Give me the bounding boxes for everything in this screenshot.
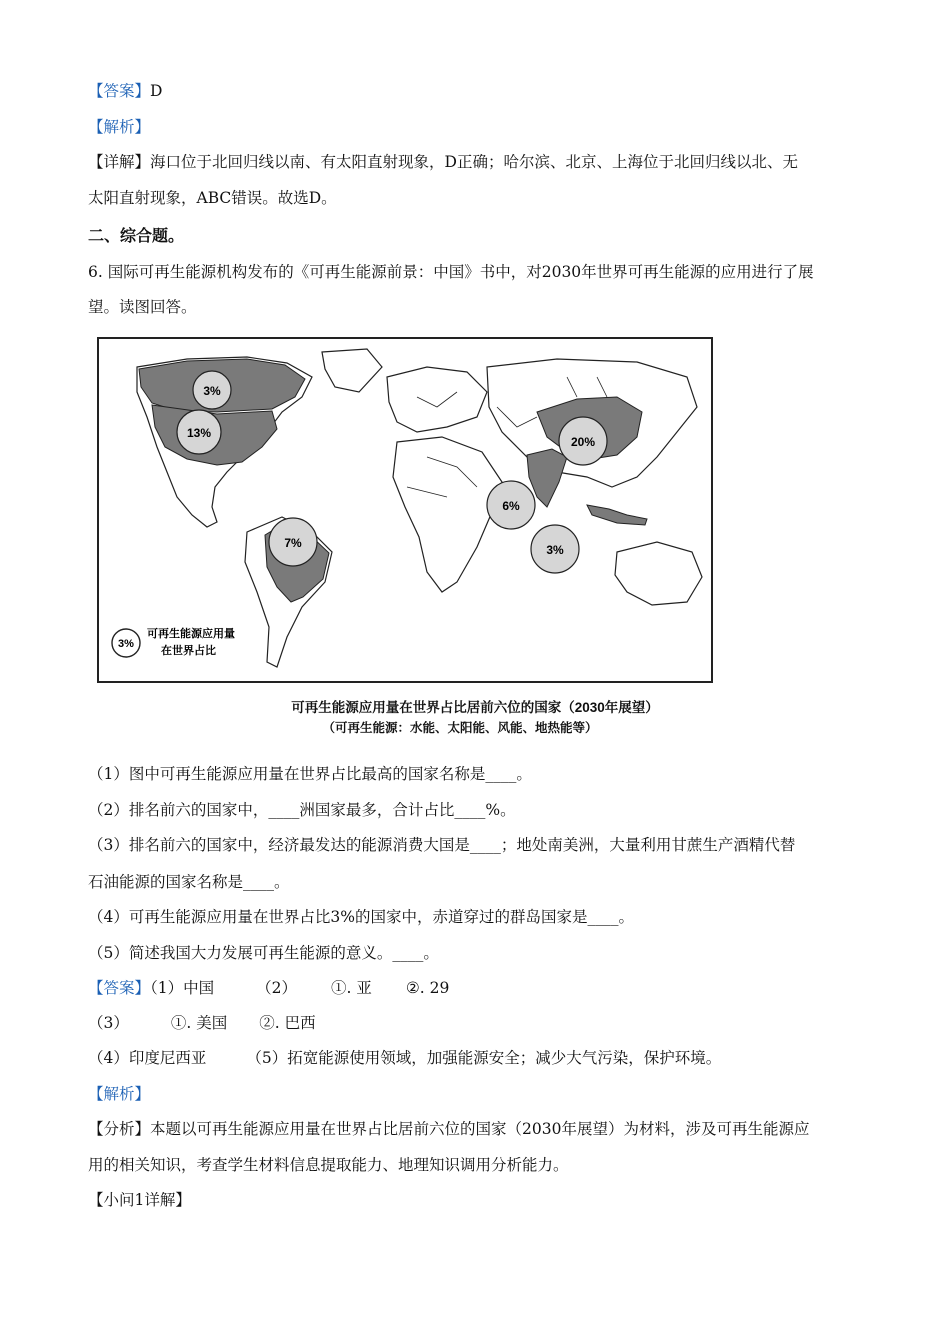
analysis-line-1 [88,1118,809,1140]
section-title: 二、综合题。 [88,226,185,245]
analysis-tag: 【解析】 [88,118,151,136]
sub-question-3-cont: 石油能源的国家名称是____。 [88,873,290,891]
bubble-india-label: 6% [502,499,520,513]
sub-question-3: （3）排名前六的国家中，经济最发达的能源消费大国是____；地处南美洲，大量利用甘蔗生产酒精代替 [88,836,796,854]
answer-line-3 [88,1047,721,1069]
answer-tag: 【答案】 [88,979,151,997]
sub-question-1: （1）图中可再生能源应用量在世界占比最高的国家名称是____。 [88,765,532,783]
bubble-usa [177,410,221,454]
answer-2-label: （2） [256,979,298,997]
detail-text: 海口位于北回归线以南、有太阳直射现象，D正确；哈尔滨、北京、上海位于北回归线以北、无 [150,153,798,171]
bubble-india [487,481,535,529]
bubble-china-label: 20% [570,435,596,449]
bubble-brazil-label: 7% [284,536,302,550]
answer-3-label: （3） [88,1014,129,1032]
world-map-figure [97,337,713,683]
analysis-sub-tag: 【分析】 [88,1120,151,1138]
answer-3-part1: ①. 美国 [170,1014,228,1032]
bubble-usa-label: 13% [186,426,212,440]
sub-detail-tag: 【小问1详解】 [88,1191,191,1209]
prev-detail-line-2: 太阳直射现象，ABC错误。故选D。 [88,189,337,207]
answer-2-part2: ②. 29 [405,979,450,997]
answer-2-part1: ①. 亚 [331,979,372,997]
question-line-1: 6. 国际可再生能源机构发布的《可再生能源前景：中国》书中，对2030年世界可再生能源的应用进行了展 [88,263,814,281]
answer-5: （5）拓宽能源使用领域，加强能源安全；减少大气污染，保护环境。 [246,1049,722,1067]
answer-line-1 [88,977,449,999]
analysis-line-2: 用的相关知识，考查学生材料信息提取能力、地理知识调用分析能力。 [88,1156,569,1174]
sub-question-4: （4）可再生能源应用量在世界占比3%的国家中，赤道穿过的群岛国家是____。 [88,908,634,926]
prev-answer-line [88,80,162,102]
legend-text-line2: 在世界占比 [161,645,216,657]
sub-question-2: （2）排名前六的国家中，____洲国家最多，合计占比____%。 [88,801,516,819]
bubble-china [559,417,607,465]
bubble-canada-label: 3% [203,384,221,398]
world-map [97,337,713,683]
answer-tag: 【答案】 [88,82,151,100]
legend-symbol-value: 3% [118,638,134,650]
detail-tag: 【详解】 [88,153,151,171]
bubble-canada [193,371,231,409]
answer-3-part2: ②. 巴西 [259,1014,316,1032]
question-line-2: 望。读图回答。 [88,298,197,316]
prev-detail-line-1 [88,151,798,173]
map-caption-title: 可再生能源应用量在世界占比居前六位的国家（2030年展望） [291,700,659,715]
answer-value: D [150,82,163,100]
legend-text-line1: 可再生能源应用量 [147,628,235,640]
sub-question-5: （5）简述我国大力发展可再生能源的意义。____。 [88,944,439,962]
answer-4: （4）印度尼西亚 [88,1049,207,1067]
analysis-tag-2: 【解析】 [88,1085,151,1103]
bubble-indonesia [531,525,579,573]
answer-1: （1）中国 [150,979,215,997]
analysis-text-1: 本题以可再生能源应用量在世界占比居前六位的国家（2030年展望）为材料，涉及可再生能源应 [150,1120,810,1138]
map-caption-note: （可再生能源：水能、太阳能、风能、地热能等） [322,721,598,735]
bubble-brazil [269,518,317,566]
answer-line-2 [88,1012,316,1034]
bubble-indonesia-label: 3% [546,543,564,557]
